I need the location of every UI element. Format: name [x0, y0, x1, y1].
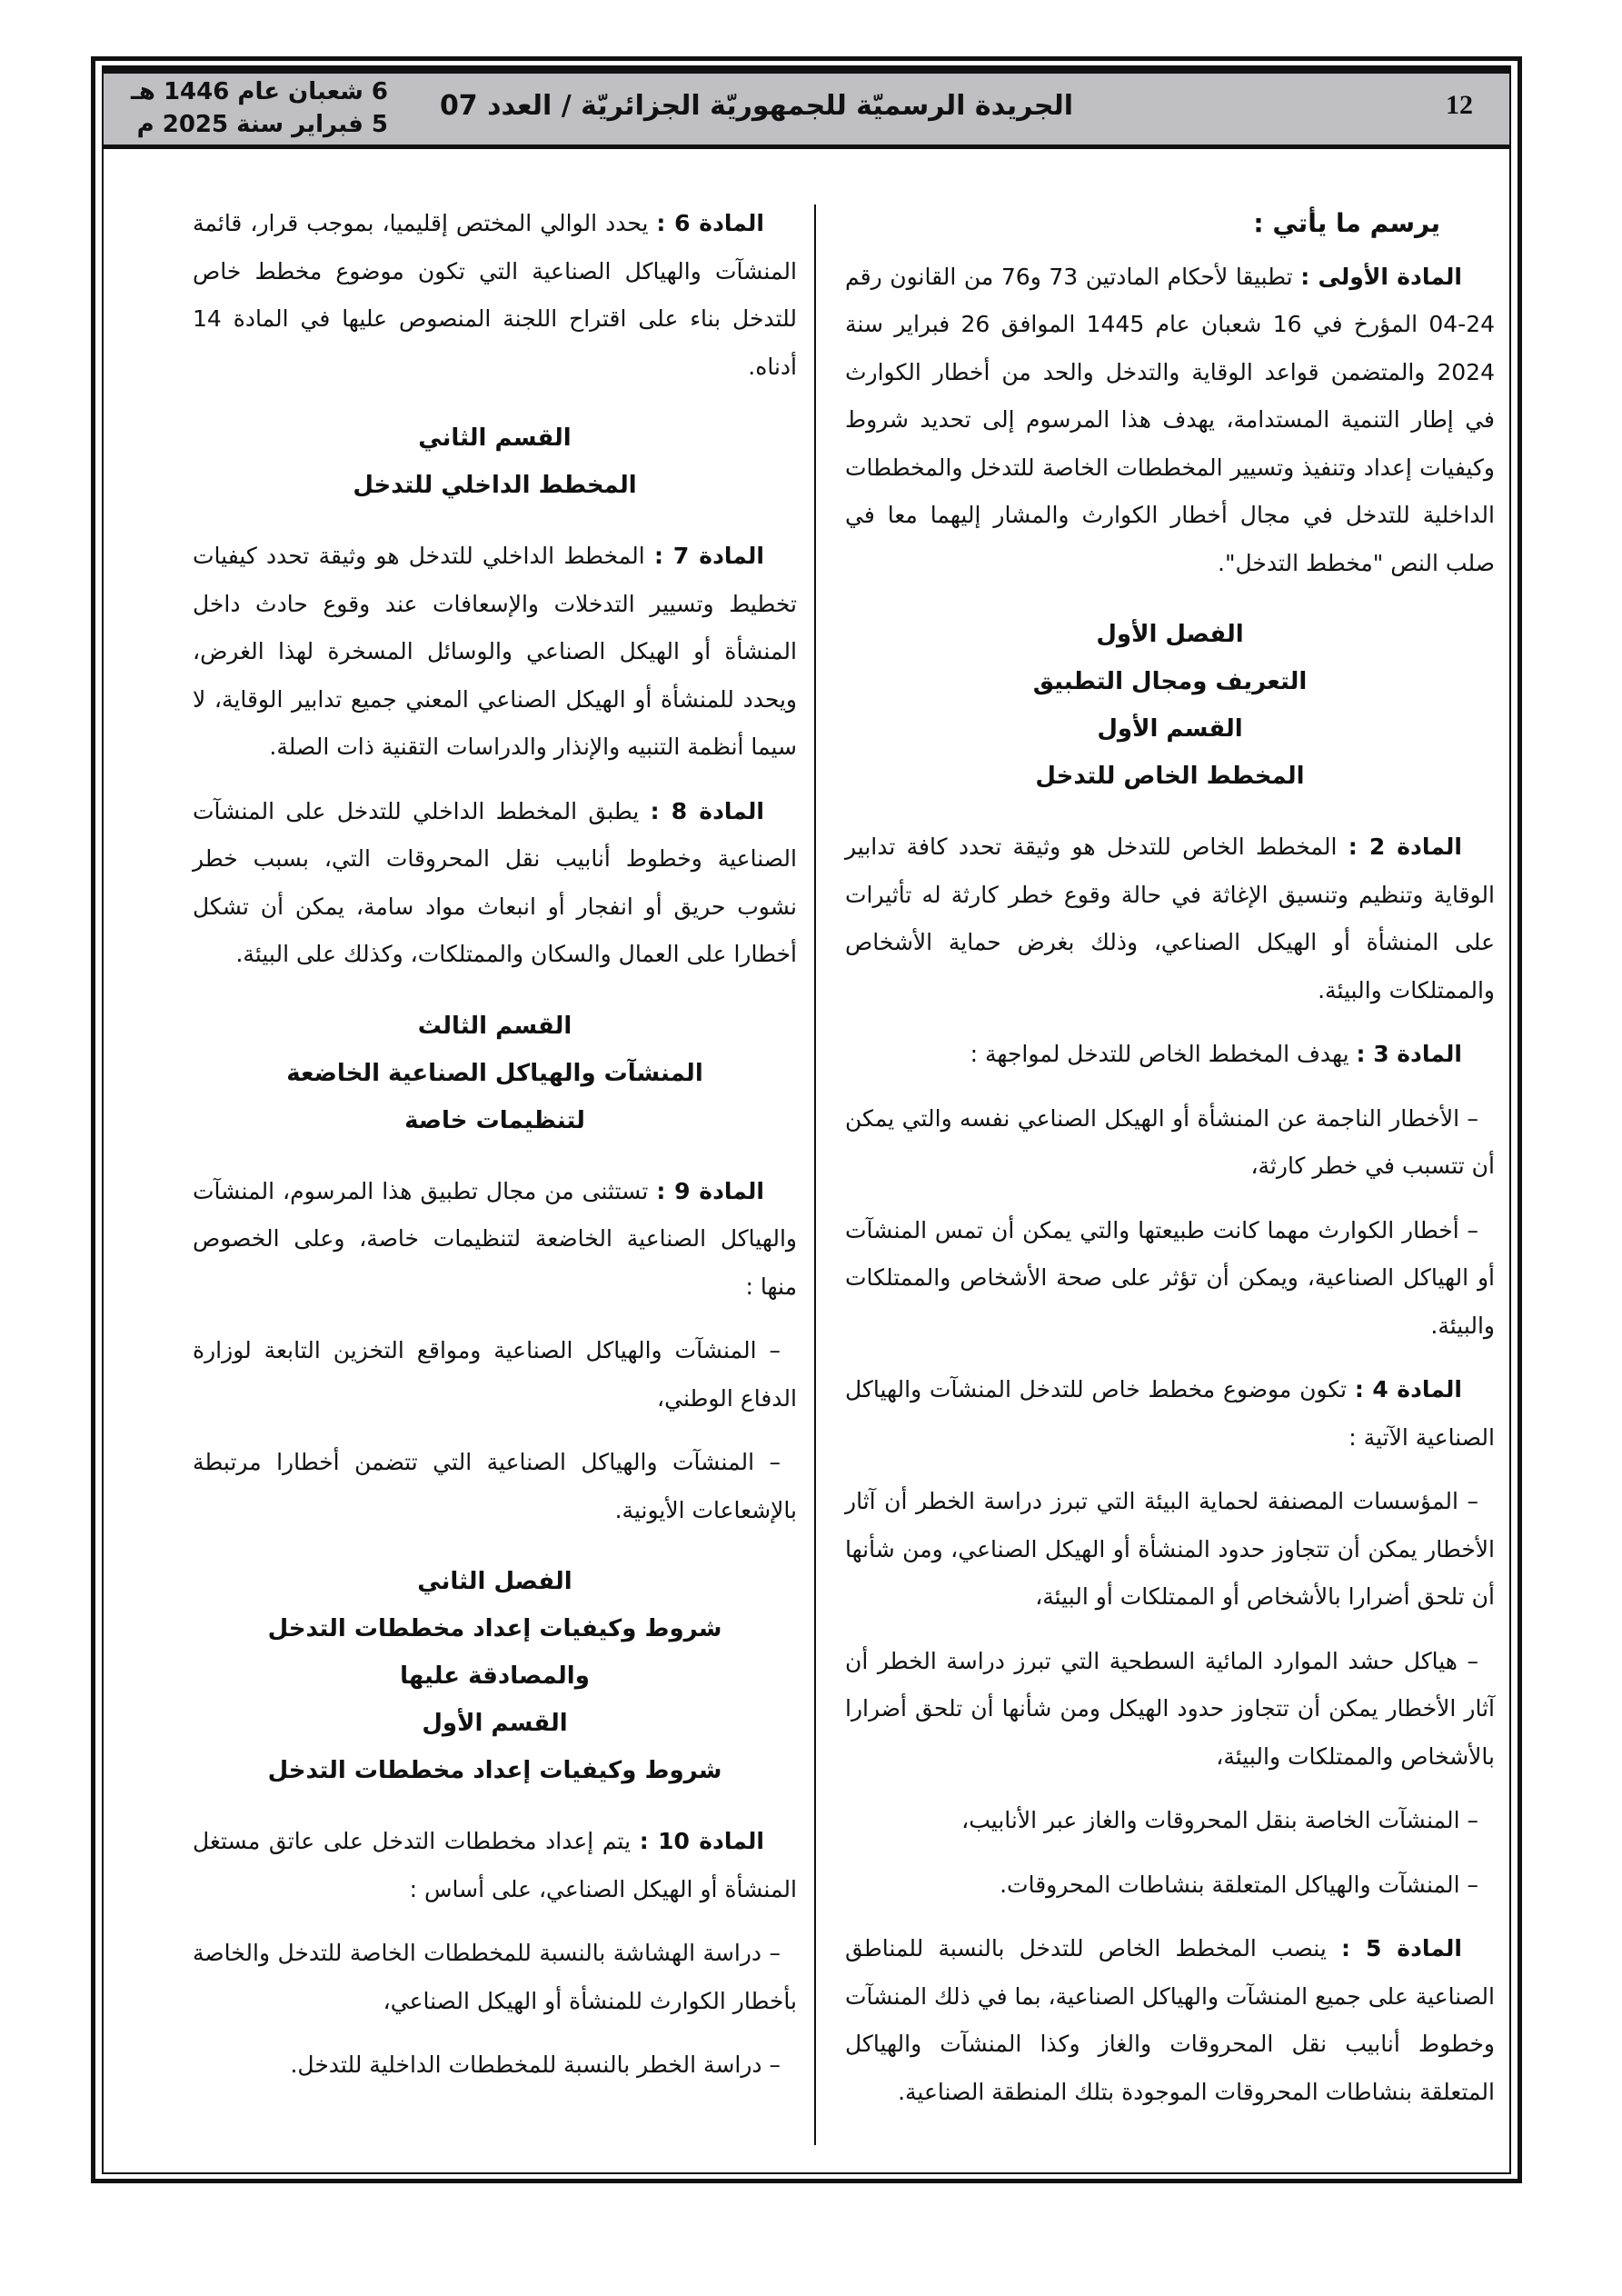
article-text: ينصب المخطط الخاص للتدخل بالنسبة للمناطق الصناعية على جميع المنشآت والهياكل الصناعية، بما في ذلك المنشآت وخطوط أنابيب نقل المحروقات والغاز وكذا المنشآت والهياكل المتعلقة بنشاطات المحروقات الموجودة بتلك المنطقة الصناعية. [845, 1935, 1495, 2105]
date-hijri: 6 شعبان عام 1446 هـ [131, 78, 388, 105]
section-heading: المنشآت والهياكل الصناعية الخاضعة [286, 1059, 703, 1087]
article-text: المخطط الداخلي للتدخل هو وثيقة تحدد كيفيات تخطيط وتسيير التدخلات والإسعافات عند وقوع حادث داخل المنشأة أو الهيكل الصناعي والوسائل المسخرة لهذا الغرض، ويحدد للمنشأة أو الهيكل الصناعي المعني جميع تدابير الوقاية، لا سيما أنظمة التنبيه والإنذار والدراسات التقنية ذات الصلة. [193, 543, 797, 760]
article-paragraph [193, 788, 797, 979]
article-text: يحدد الوالي المختص إقليميا، بموجب قرار، قائمة المنشآت والهياكل الصناعية التي تكون موضوع مخطط خاص للتدخل بناء على اقتراح اللجنة المنصوص عليها في المادة 14 أدناه. [193, 210, 797, 380]
article-text: تطبيقا لأحكام المادتين 73 و76 من القانون رقم 24-04 المؤرخ في 16 شعبان عام 1445 الموافق 26 فبراير سنة 2024 والمتضمن قواعد الوقاية والتدخل والحد من أخطار الكوارث في إطار التنمية المستدامة، يهدف هذا المرسوم إلى تحديد شروط وكيفيات إعداد وتنفيذ وتسيير المخططات الخاصة للتدخل والمخططات الداخلية للتدخل في مجال أخطار الكوارث والمشار إليهما معا في صلب النص "مخطط التدخل". [845, 263, 1495, 576]
list-item: – دراسة الهشاشة بالنسبة للمخططات الخاصة للتدخل والخاصة بأخطار الكوارث للمنشأة أو الهيكل الصناعي، [193, 1940, 797, 2014]
section-heading: والمصادقة عليها [400, 1662, 590, 1690]
section-heading: القسم الأول [422, 1710, 568, 1737]
article-label: المادة 3 : [1356, 1041, 1462, 1067]
section-heading-group [193, 1003, 797, 1144]
article-label: المادة 4 : [1354, 1376, 1462, 1403]
page-number: 12 [1446, 90, 1473, 120]
article-label: المادة 8 : [650, 797, 765, 824]
section-heading: الفصل الثاني [417, 1568, 572, 1595]
article-text: المخطط الخاص للتدخل هو وثيقة تحدد كافة تدابير الوقاية وتنظيم وتنسيق الإغاثة في حالة وقوع خطر كارثة له تأثيرات على المنشأة أو الهيكل الصناعي، وذلك بغرض حماية الأشخاص والممتلكات والبيئة. [845, 834, 1495, 1003]
article-paragraph [193, 533, 797, 772]
article-text: يطبق المخطط الداخلي للتدخل على المنشآت الصناعية وخطوط أنابيب نقل المحروقات التي، بسبب خطر نشوب حريق أو انفجار أو انبعاث مواد سامة، يمكن أن تشكل أخطارا على العمال والسكان والممتلكات، وكذلك على البيئة. [193, 797, 797, 967]
right-column [845, 200, 1495, 2132]
list-item: – المؤسسات المصنفة لحماية البيئة التي تبرز دراسة الخطر أن آثار الأخطار يمكن أن تتجاوز حدود المنشأة أو الهيكل الصناعي، ومن شأنها أن تلحق أضرارا بالأشخاص أو الممتلكات أو البيئة، [845, 1488, 1495, 1610]
issue-date [131, 75, 388, 141]
article-text: يهدف المخطط الخاص للتدخل لمواجهة : [970, 1041, 1357, 1067]
article-label: المادة 5 : [1341, 1935, 1462, 1962]
section-heading: المخطط الداخلي للتدخل [353, 472, 637, 499]
list-item: – دراسة الخطر بالنسبة للمخططات الداخلية للتدخل. [290, 2051, 781, 2078]
list-item: – المنشآت والهياكل الصناعية التي تتضمن أخطارا مرتبطة بالإشعاعات الأيونية. [193, 1449, 797, 1523]
article-paragraph [193, 1818, 797, 1913]
section-heading: المخطط الخاص للتدخل [1035, 763, 1305, 790]
left-column [193, 200, 797, 2106]
section-heading: التعريف ومجال التطبيق [1032, 668, 1308, 695]
list-item: – الأخطار الناجمة عن المنشأة أو الهيكل الصناعي نفسه والتي يمكن أن تتسبب في خطر كارثة، [845, 1104, 1495, 1179]
article-label: المادة 2 : [1348, 834, 1462, 860]
article-paragraph [845, 824, 1495, 1014]
article-label: المادة 10 : [639, 1828, 764, 1854]
article-paragraph [845, 1031, 1495, 1079]
section-heading: الفصل الأول [1096, 621, 1244, 648]
list-item: – هياكل حشد الموارد المائية السطحية التي تبرز دراسة الخطر أن آثار الأخطار يمكن أن تتجاوز حدود الهيكل ومن شأنها أن تلحق أضرارا بالأشخاص والممتلكات والبيئة، [845, 1647, 1495, 1770]
date-gregorian: 5 فبراير سنة 2025 م [136, 111, 388, 138]
section-heading: شروط وكيفيات إعداد مخططات التدخل [267, 1757, 722, 1784]
list-item: – المنشآت والهياكل الصناعية ومواقع التخزين التابعة لوزارة الدفاع الوطني، [193, 1337, 797, 1412]
decree-preamble: يرسم ما يأتي : [1253, 208, 1440, 238]
article-paragraph [193, 1168, 797, 1312]
article-label: المادة الأولى : [1300, 263, 1462, 290]
section-heading: القسم الأول [1097, 715, 1243, 743]
article-label: المادة 6 : [656, 210, 764, 236]
section-heading: القسم الثاني [418, 424, 572, 452]
article-text: تكون موضوع مخطط خاص للتدخل المنشآت والهياكل الصناعية الآتية : [845, 1376, 1495, 1451]
section-heading-group [845, 611, 1495, 800]
list-item: – المنشآت الخاصة بنقل المحروقات والغاز عبر الأنابيب، [961, 1807, 1478, 1833]
section-heading-group [193, 1558, 797, 1794]
section-heading-group [193, 414, 797, 509]
article-label: المادة 7 : [653, 543, 764, 569]
section-heading: لتنظيمات خاصة [404, 1106, 585, 1134]
article-paragraph [845, 254, 1495, 588]
article-paragraph [845, 1366, 1495, 1462]
article-label: المادة 9 : [656, 1177, 764, 1204]
article-text: يتم إعداد مخططات التدخل على عاتق مستغل المنشأة أو الهيكل الصناعي، على أساس : [193, 1828, 797, 1902]
column-divider [814, 205, 816, 2145]
section-heading: القسم الثالث [417, 1012, 572, 1040]
list-item: – المنشآت والهياكل المتعلقة بنشاطات المحروقات. [1000, 1871, 1478, 1898]
article-text: تستثنى من مجال تطبيق هذا المرسوم، المنشآت والهياكل الصناعية الخاضعة لتنظيمات خاصة، وعلى الخصوص منها : [193, 1177, 797, 1300]
article-paragraph [845, 1925, 1495, 2116]
gazette-header [104, 67, 1509, 149]
article-paragraph [193, 200, 797, 391]
section-heading: شروط وكيفيات إعداد مخططات التدخل [267, 1615, 722, 1642]
gazette-title: الجريدة الرسميّة للجمهوريّة الجزائريّة / العدد 07 [439, 90, 1073, 122]
list-item: – أخطار الكوارث مهما كانت طبيعتها والتي يمكن أن تمس المنشآت أو الهياكل الصناعية، ويمكن أن تؤثر على صحة الأشخاص والممتلكات والبيئة. [845, 1216, 1495, 1339]
